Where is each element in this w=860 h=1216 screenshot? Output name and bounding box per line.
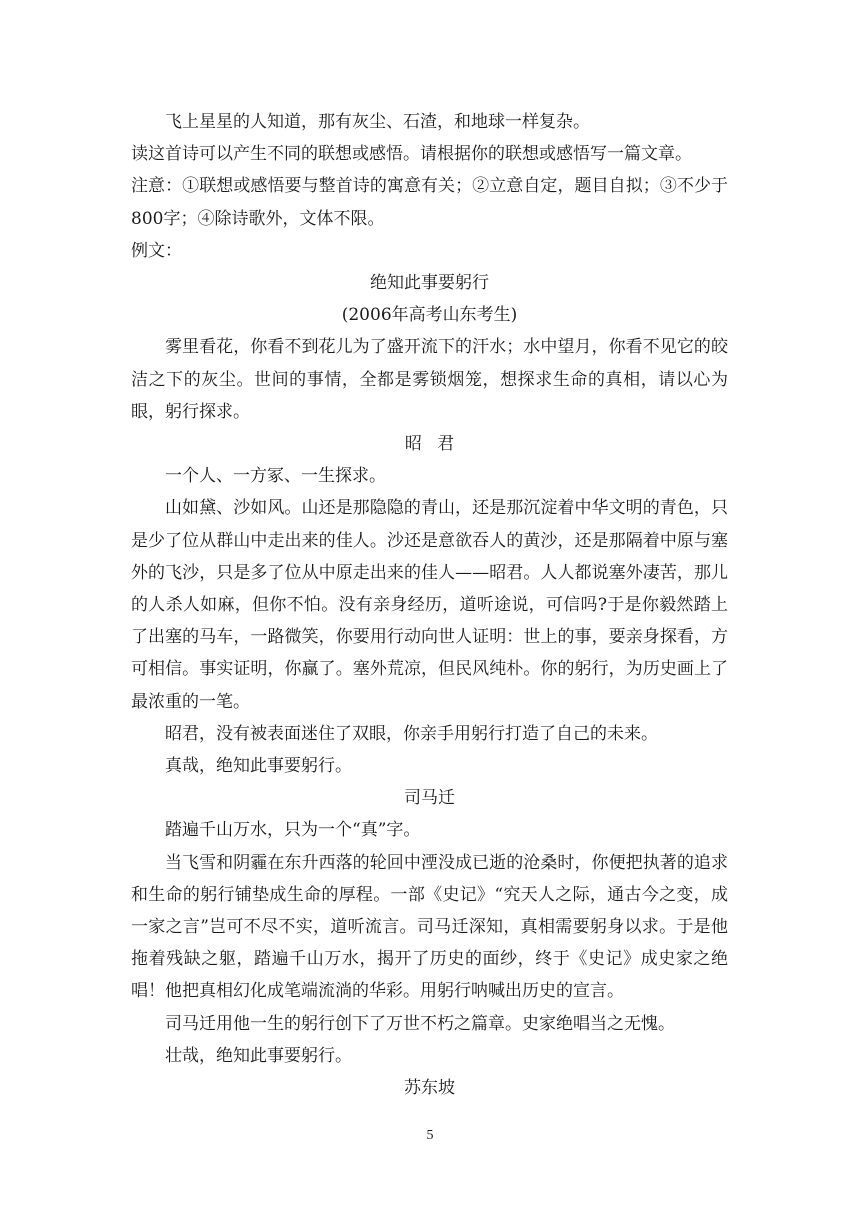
section-title-simaqian: 司马迁 [404, 788, 455, 809]
paragraph: 昭君，没有被表面迷住了双眼，你亲手用躬行打造了自己的未来。 [165, 723, 658, 744]
paragraph: 司马迁用他一生的躬行创下了万世不朽之篇章。史家绝唱当之无愧。 [165, 1013, 675, 1034]
paragraph: 踏遍千山万水，只为一个“真”字。 [165, 820, 421, 841]
paragraph: 壮哉，绝知此事要躬行。 [165, 1045, 352, 1066]
essay-byline: (2006年高考山东考生) [341, 305, 518, 326]
example-label: 例文： [131, 240, 182, 261]
paragraph: 山如黛、沙如风。山还是那隐隐的青山，还是那沉淀着中华文明的青色，只是少了位从群山中走出来的佳人。沙还是意欲吞人的黄沙，还是那隔着中原与塞外的飞沙，只是多了位从中原走出来的佳人——昭君。人人都说塞外凄苦，那儿的人杀人如麻，但你不怕。没有亲身经历，道听途说，可信吗?于是你毅然踏上了出塞的马车，一路微笑，你要用行动向世人证明：世上的事，要亲身探看，方可相信。事实证明，你赢了。塞外荒凉，但民风纯朴。你的躬行，为历史画上了最浓重的一笔。 [131, 498, 728, 712]
document-page [131, 106, 728, 1104]
essay-title: 绝知此事要躬行 [370, 273, 489, 294]
page-number: 5 [426, 1128, 434, 1143]
paragraph: 一个人、一方冢、一生探求。 [165, 466, 386, 487]
notice-text: 注意：①联想或感悟要与整首诗的寓意有关；②立意自定，题目自拟；③不少于800字；④除诗歌外，文体不限。 [131, 176, 728, 229]
section-title-zhaojun: 昭君 [404, 434, 470, 455]
section-title-sudongpo: 苏东坡 [404, 1078, 455, 1099]
paragraph: 当飞雪和阴霾在东升西落的轮回中湮没成已逝的沧桑时，你便把执著的追求和生命的躬行铺垫成生命的厚程。一部《史记》“究天人之际，通古今之变，成一家之言”岂可不尽不实，道听流言。司马迁深知，真相需要躬身以求。于是他拖着残缺之躯，踏遍千山万水，揭开了历史的面纱，终于《史记》成史家之绝唱！他把真相幻化成笔端流淌的华彩。用躬行呐喊出历史的宣言。 [131, 852, 728, 1002]
essay-intro: 雾里看花，你看不到花儿为了盛开流下的汗水；水中望月，你看不见它的皎洁之下的灰尘。世间的事情，全都是雾锁烟笼，想探求生命的真相，请以心为眼，躬行探求。 [131, 337, 728, 422]
poem-last-line: 飞上星星的人知道，那有灰尘、石渣，和地球一样复杂。 [165, 112, 590, 132]
prompt-text: 读这首诗可以产生不同的联想或感悟。请根据你的联想或感悟写一篇文章。 [131, 144, 692, 165]
paragraph: 真哉，绝知此事要躬行。 [165, 756, 352, 777]
